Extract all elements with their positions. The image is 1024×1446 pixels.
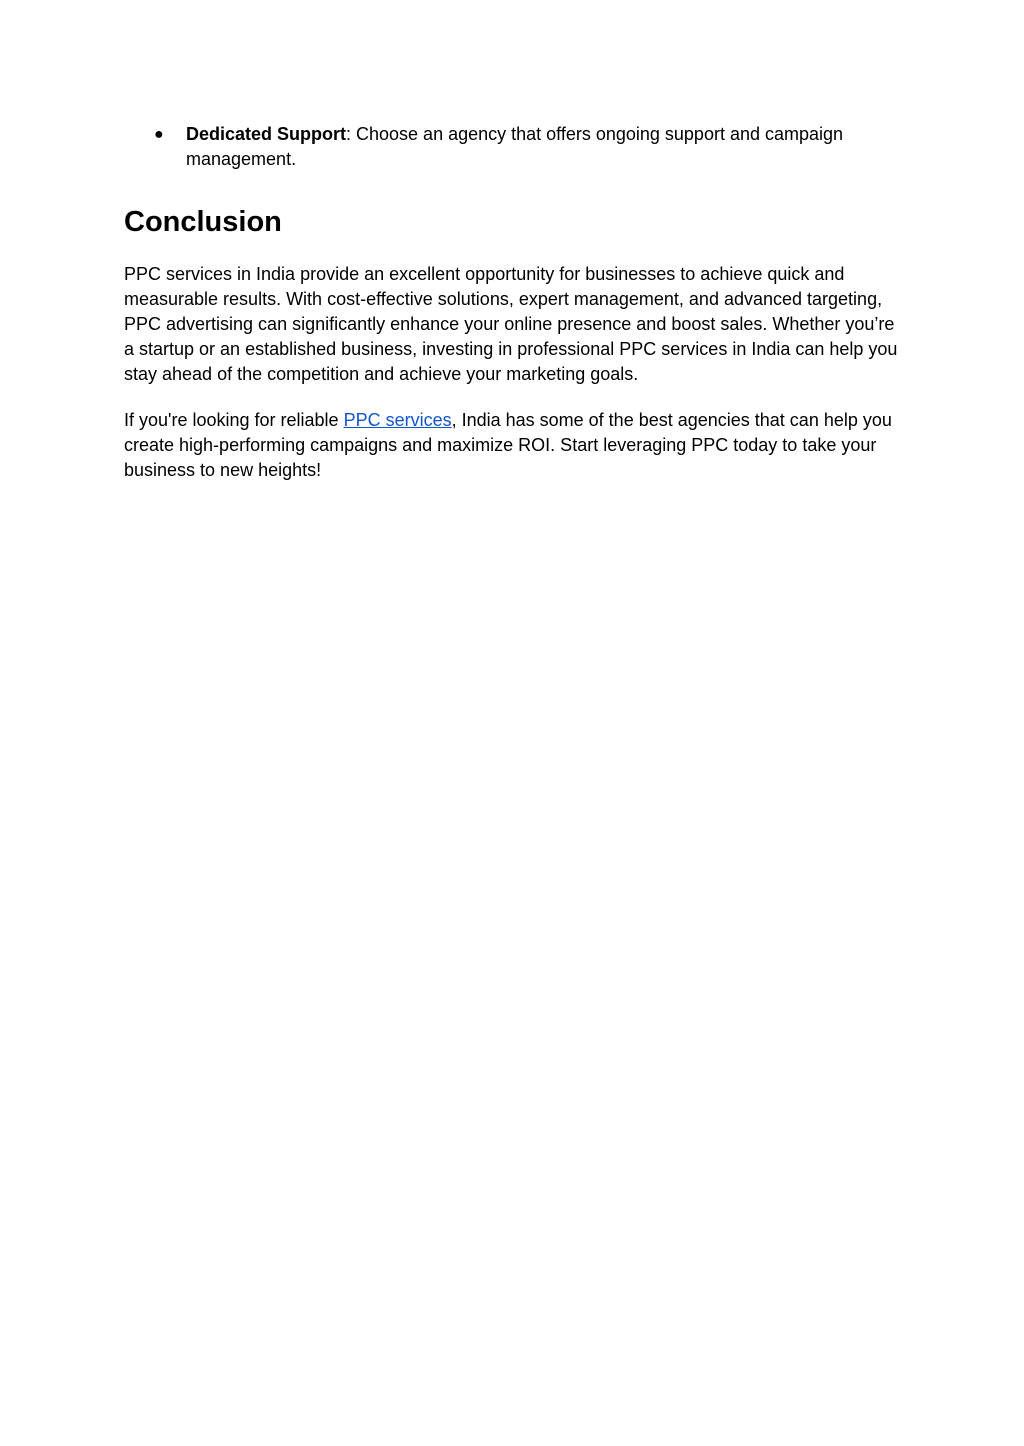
paragraph-text-after-link: , India has some of the best agencies that can help you create high-performing campaigns and maximize ROI. Start leveraging PPC today to take your business to new heights! bbox=[124, 410, 892, 480]
paragraph-text-before-link: If you're looking for reliable bbox=[124, 410, 344, 430]
bullet-term: Dedicated Support bbox=[186, 124, 347, 144]
call-to-action-paragraph bbox=[124, 408, 904, 483]
conclusion-paragraph: PPC services in India provide an excellent opportunity for businesses to achieve quick and measurable results. With cost-effective solutions, expert management, and advanced targeting, PPC advertising can significantly enhance your online presence and boost sales. Whether you’re a startup or an established business, investing in professional PPC services in India can help you stay ahead of the competition and achieve your marketing goals. bbox=[124, 264, 898, 384]
section-heading: Conclusion bbox=[124, 206, 282, 238]
list-item bbox=[124, 122, 904, 172]
ppc-services-link[interactable]: PPC services bbox=[343, 410, 452, 430]
bullet-list bbox=[124, 122, 904, 172]
bullet-icon: ● bbox=[154, 126, 164, 143]
bullet-text: : Choose an agency that offers ongoing support and campaign management. bbox=[186, 124, 844, 169]
